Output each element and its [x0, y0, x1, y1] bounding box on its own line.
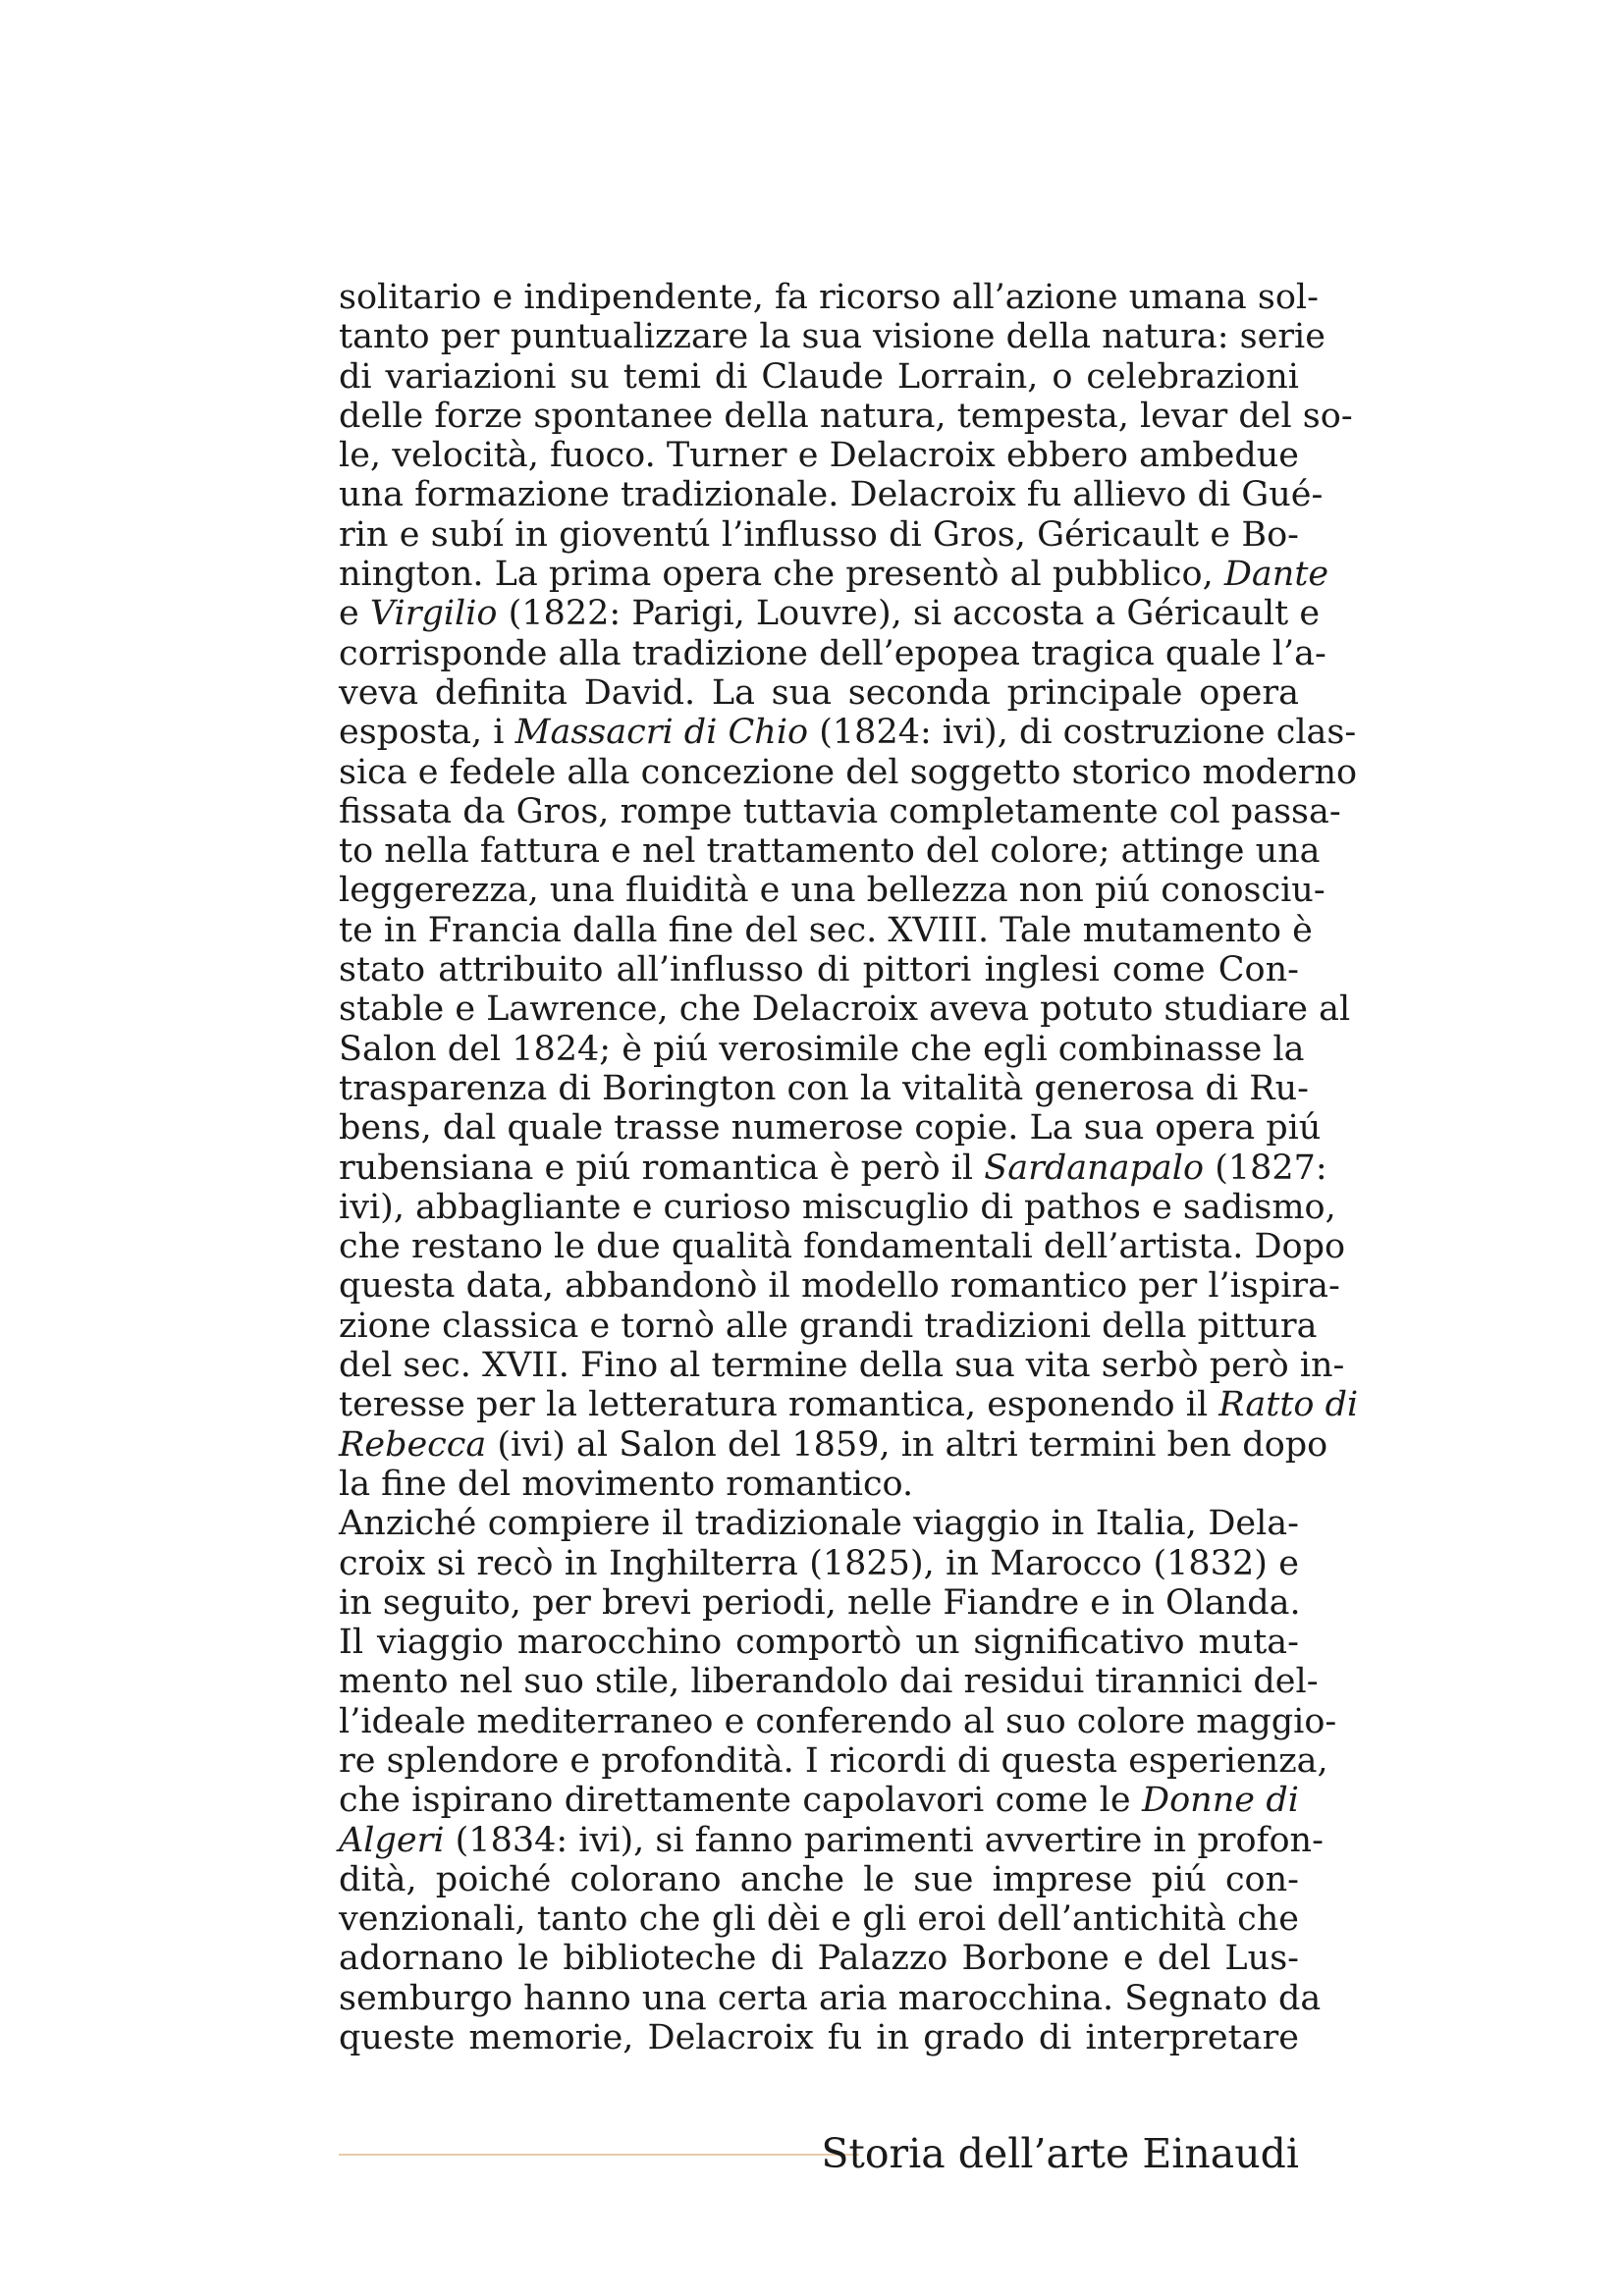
italic-title-sardanapalo: Sardanapalo	[984, 1148, 1205, 1188]
line-segment: nington. La prima opera che presentò al pubblico,	[339, 555, 1214, 595]
text-line: la fine del movimento romantico.	[339, 1464, 914, 1504]
text-line: sica e fedele alla concezione del soggetto storico moderno	[339, 752, 1358, 792]
text-line	[339, 555, 1329, 595]
line-segment: teresse per la letteratura romantica, esponendo il	[339, 1385, 1209, 1425]
text-line: Il viaggio marocchino comportò un significativo muta-	[339, 1623, 1299, 1663]
text-line: queste memorie, Delacroix fu in grado di interpretare	[339, 2018, 1299, 2058]
text-line: tanto per puntualizzare la sua visione della natura: serie	[339, 317, 1325, 357]
text-line: Anziché compiere il tradizionale viaggio in Italia, Dela-	[339, 1504, 1299, 1544]
text-line	[339, 1385, 1359, 1425]
text-line: l’ideale mediterraneo e conferendo al suo colore maggio-	[339, 1701, 1337, 1741]
text-line: te in Francia dalla fine del sec. XVIII. Tale mutamento è	[339, 910, 1313, 950]
text-line: to nella fattura e nel trattamento del colore; attinge una	[339, 831, 1321, 872]
text-line: corrisponde alla tradizione dell’epopea tragica quale l’a-	[339, 633, 1326, 673]
text-line: ivi), abbagliante e curioso miscuglio di pathos e sadismo,	[339, 1187, 1336, 1227]
italic-title-virgilio: Virgilio	[369, 594, 498, 634]
text-line: rin e subí in gioventú l’influsso di Gros, Géricault e Bo-	[339, 514, 1299, 555]
italic-title-massacri: Massacri di Chio	[514, 713, 809, 753]
italic-title-ratto: Ratto di	[1218, 1385, 1359, 1425]
text-line: solitario e indipendente, fa ricorso all’azione umana sol-	[339, 278, 1319, 317]
text-line	[339, 594, 1321, 634]
text-line: le, velocità, fuoco. Turner e Delacroix ebbero ambedue	[339, 436, 1299, 476]
text-line: delle forze spontanee della natura, tempesta, levar del so-	[339, 396, 1353, 436]
line-segment: (1824: ivi), di costruzione clas-	[819, 713, 1357, 753]
text-line: zione classica e tornò alle grandi tradizioni della pittura	[339, 1306, 1318, 1346]
footer-rule	[339, 2154, 859, 2156]
text-line	[339, 1820, 1324, 1860]
italic-title-algeri: Algeri	[339, 1820, 445, 1860]
line-segment: (ivi) al Salon del 1859, in altri termini ben dopo	[497, 1424, 1328, 1465]
body-text	[339, 278, 1359, 2058]
text-line: re splendore e profondità. I ricordi di questa esperienza,	[339, 1740, 1328, 1781]
text-line: stable e Lawrence, che Delacroix aveva potuto studiare al	[339, 989, 1351, 1030]
text-line: stato attribuito all’influsso di pittori inglesi come Con-	[339, 950, 1299, 990]
footer-title: Storia dell’arte Einaudi	[821, 2130, 1299, 2177]
text-line	[339, 1781, 1299, 1820]
italic-title-donne: Donne di	[1142, 1781, 1299, 1821]
italic-title-dante: Dante	[1223, 555, 1329, 595]
text-line: che restano le due qualità fondamentali dell’artista. Dopo	[339, 1227, 1346, 1267]
text-line	[339, 1424, 1328, 1465]
text-line: semburgo hanno una certa aria marocchina. Segnato da	[339, 1978, 1322, 2018]
text-line: questa data, abbandonò il modello romantico per l’ispira-	[339, 1266, 1340, 1307]
text-line: adornano le biblioteche di Palazzo Borbone e del Lus-	[339, 1939, 1299, 1979]
text-line	[339, 1148, 1327, 1188]
text-line: dità, poiché colorano anche le sue imprese piú con-	[339, 1859, 1299, 1899]
text-line: mento nel suo stile, liberandolo dai residui tirannici del-	[339, 1662, 1319, 1702]
line-segment: rubensiana e piú romantica è però il	[339, 1148, 974, 1188]
text-line: Salon del 1824; è piú verosimile che egli combinasse la	[339, 1029, 1305, 1069]
text-line: leggerezza, una fluidità e una bellezza non piú conosciu-	[339, 871, 1325, 911]
line-segment: che ispirano direttamente capolavori come le	[339, 1781, 1131, 1821]
text-line: croix si recò in Inghilterra (1825), in Marocco (1832) e	[339, 1543, 1299, 1583]
text-line: del sec. XVII. Fino al termine della sua vita serbò però in-	[339, 1346, 1345, 1386]
text-line: veva definita David. La sua seconda principale opera	[339, 672, 1299, 713]
text-line: bens, dal quale trasse numerose copie. La sua opera piú	[339, 1108, 1322, 1148]
italic-title-rebecca: Rebecca	[339, 1424, 487, 1465]
text-line: trasparenza di Borington con la vitalità generosa di Ru-	[339, 1068, 1309, 1108]
line-segment: esposta, i	[339, 713, 505, 753]
line-segment: (1834: ivi), si fanno parimenti avvertire in profon-	[455, 1820, 1324, 1860]
line-segment: e	[339, 594, 359, 634]
line-segment: (1827:	[1215, 1148, 1327, 1188]
text-line: venzionali, tanto che gli dèi e gli eroi dell’antichità che	[339, 1899, 1299, 1940]
text-line: di variazioni su temi di Claude Lorrain, o celebrazioni	[339, 356, 1299, 397]
text-line: una formazione tradizionale. Delacroix fu allievo di Gué-	[339, 475, 1324, 515]
page-footer	[339, 2128, 1299, 2179]
text-line: fissata da Gros, rompe tuttavia completamente col passa-	[339, 791, 1341, 831]
text-line	[339, 713, 1357, 753]
line-segment: (1822: Parigi, Louvre), si accosta a Géricault e	[508, 594, 1321, 634]
text-line: in seguito, per brevi periodi, nelle Fiandre e in Olanda.	[339, 1582, 1301, 1623]
